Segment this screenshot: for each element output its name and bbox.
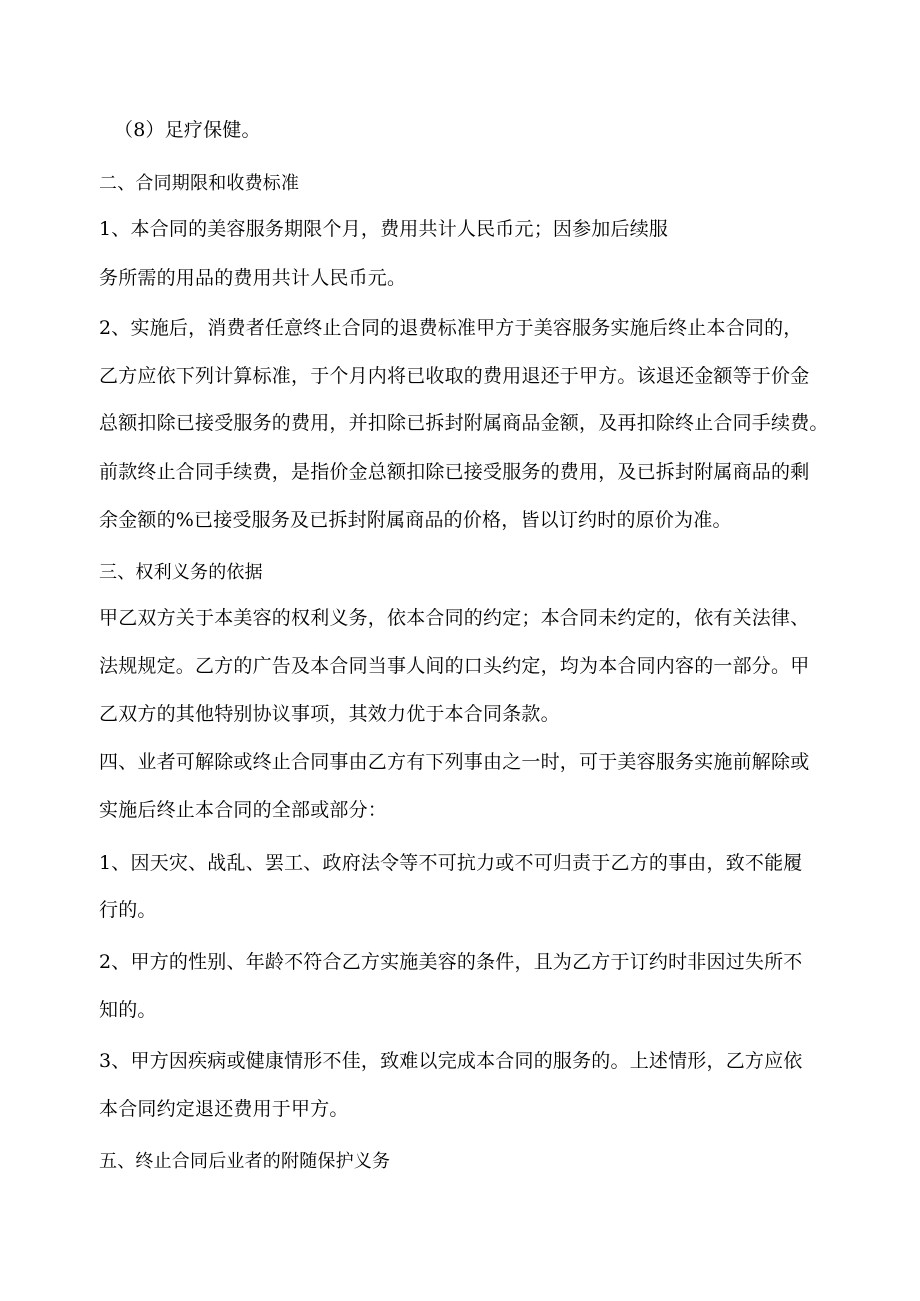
list-item-1-continued: 行的。: [99, 899, 157, 921]
list-item-3: 3、甲方因疾病或健康情形不佳，致难以完成本合同的服务的。上述情形，乙方应依: [99, 1050, 803, 1072]
paragraph-line: 法规规定。乙方的广告及本合同当事人间的口头约定，均为本合同内容的一部分。甲: [99, 655, 810, 677]
paragraph-line: 2、实施后，消费者任意终止合同的退费标准甲方于美容服务实施后终止本合同的，: [99, 317, 803, 339]
section-heading-5: 五、终止合同后业者的附随保护义务: [99, 1151, 391, 1172]
paragraph-line: 余金额的%已接受服务及已拆封附属商品的价格，皆以订约时的原价为准。: [99, 509, 732, 531]
paragraph-line: 前款终止合同手续费，是指价金总额扣除已接受服务的费用，及已拆封附属商品的剩: [99, 461, 810, 483]
section-heading-4-continued: 实施后终止本合同的全部或部分：: [99, 799, 388, 821]
list-item-3-continued: 本合同约定退还费用于甲方。: [99, 1098, 349, 1120]
paragraph-line: 1、本合同的美容服务期限个月，费用共计人民币元；因参加后续服: [99, 218, 669, 240]
paragraph-line: 乙方应依下列计算标准，于个月内将已收取的费用退还于甲方。该退还金额等于价金: [99, 365, 810, 387]
paragraph-line: 乙双方的其他特别协议事项，其效力优于本合同条款。: [99, 703, 560, 725]
list-item-2: 2、甲方的性别、年龄不符合乙方实施美容的条件，且为乙方于订约时非因过失所不: [99, 951, 803, 973]
paragraph-line: 总额扣除已接受服务的费用，并扣除已拆封附属商品金额，及再扣除终止合同手续费。: [99, 412, 829, 434]
section-heading-2: 二、合同期限和收费标准: [99, 173, 300, 194]
section-heading-4: 四、业者可解除或终止合同事由乙方有下列事由之一时，可于美容服务实施前解除或: [99, 751, 810, 773]
paragraph-line: 甲乙双方关于本美容的权利义务，依本合同的约定；本合同未约定的，依有关法律、: [99, 607, 810, 629]
list-item-2-continued: 知的。: [99, 999, 157, 1021]
list-item-1: 1、因天灾、战乱、罢工、政府法令等不可抗力或不可归责于乙方的事由，致不能履: [99, 852, 803, 874]
paragraph-line: 务所需的用品的费用共计人民币元。: [99, 267, 407, 289]
section-heading-3: 三、权利义务的依据: [99, 562, 263, 583]
list-item-8: （8）足疗保健。: [114, 119, 261, 141]
